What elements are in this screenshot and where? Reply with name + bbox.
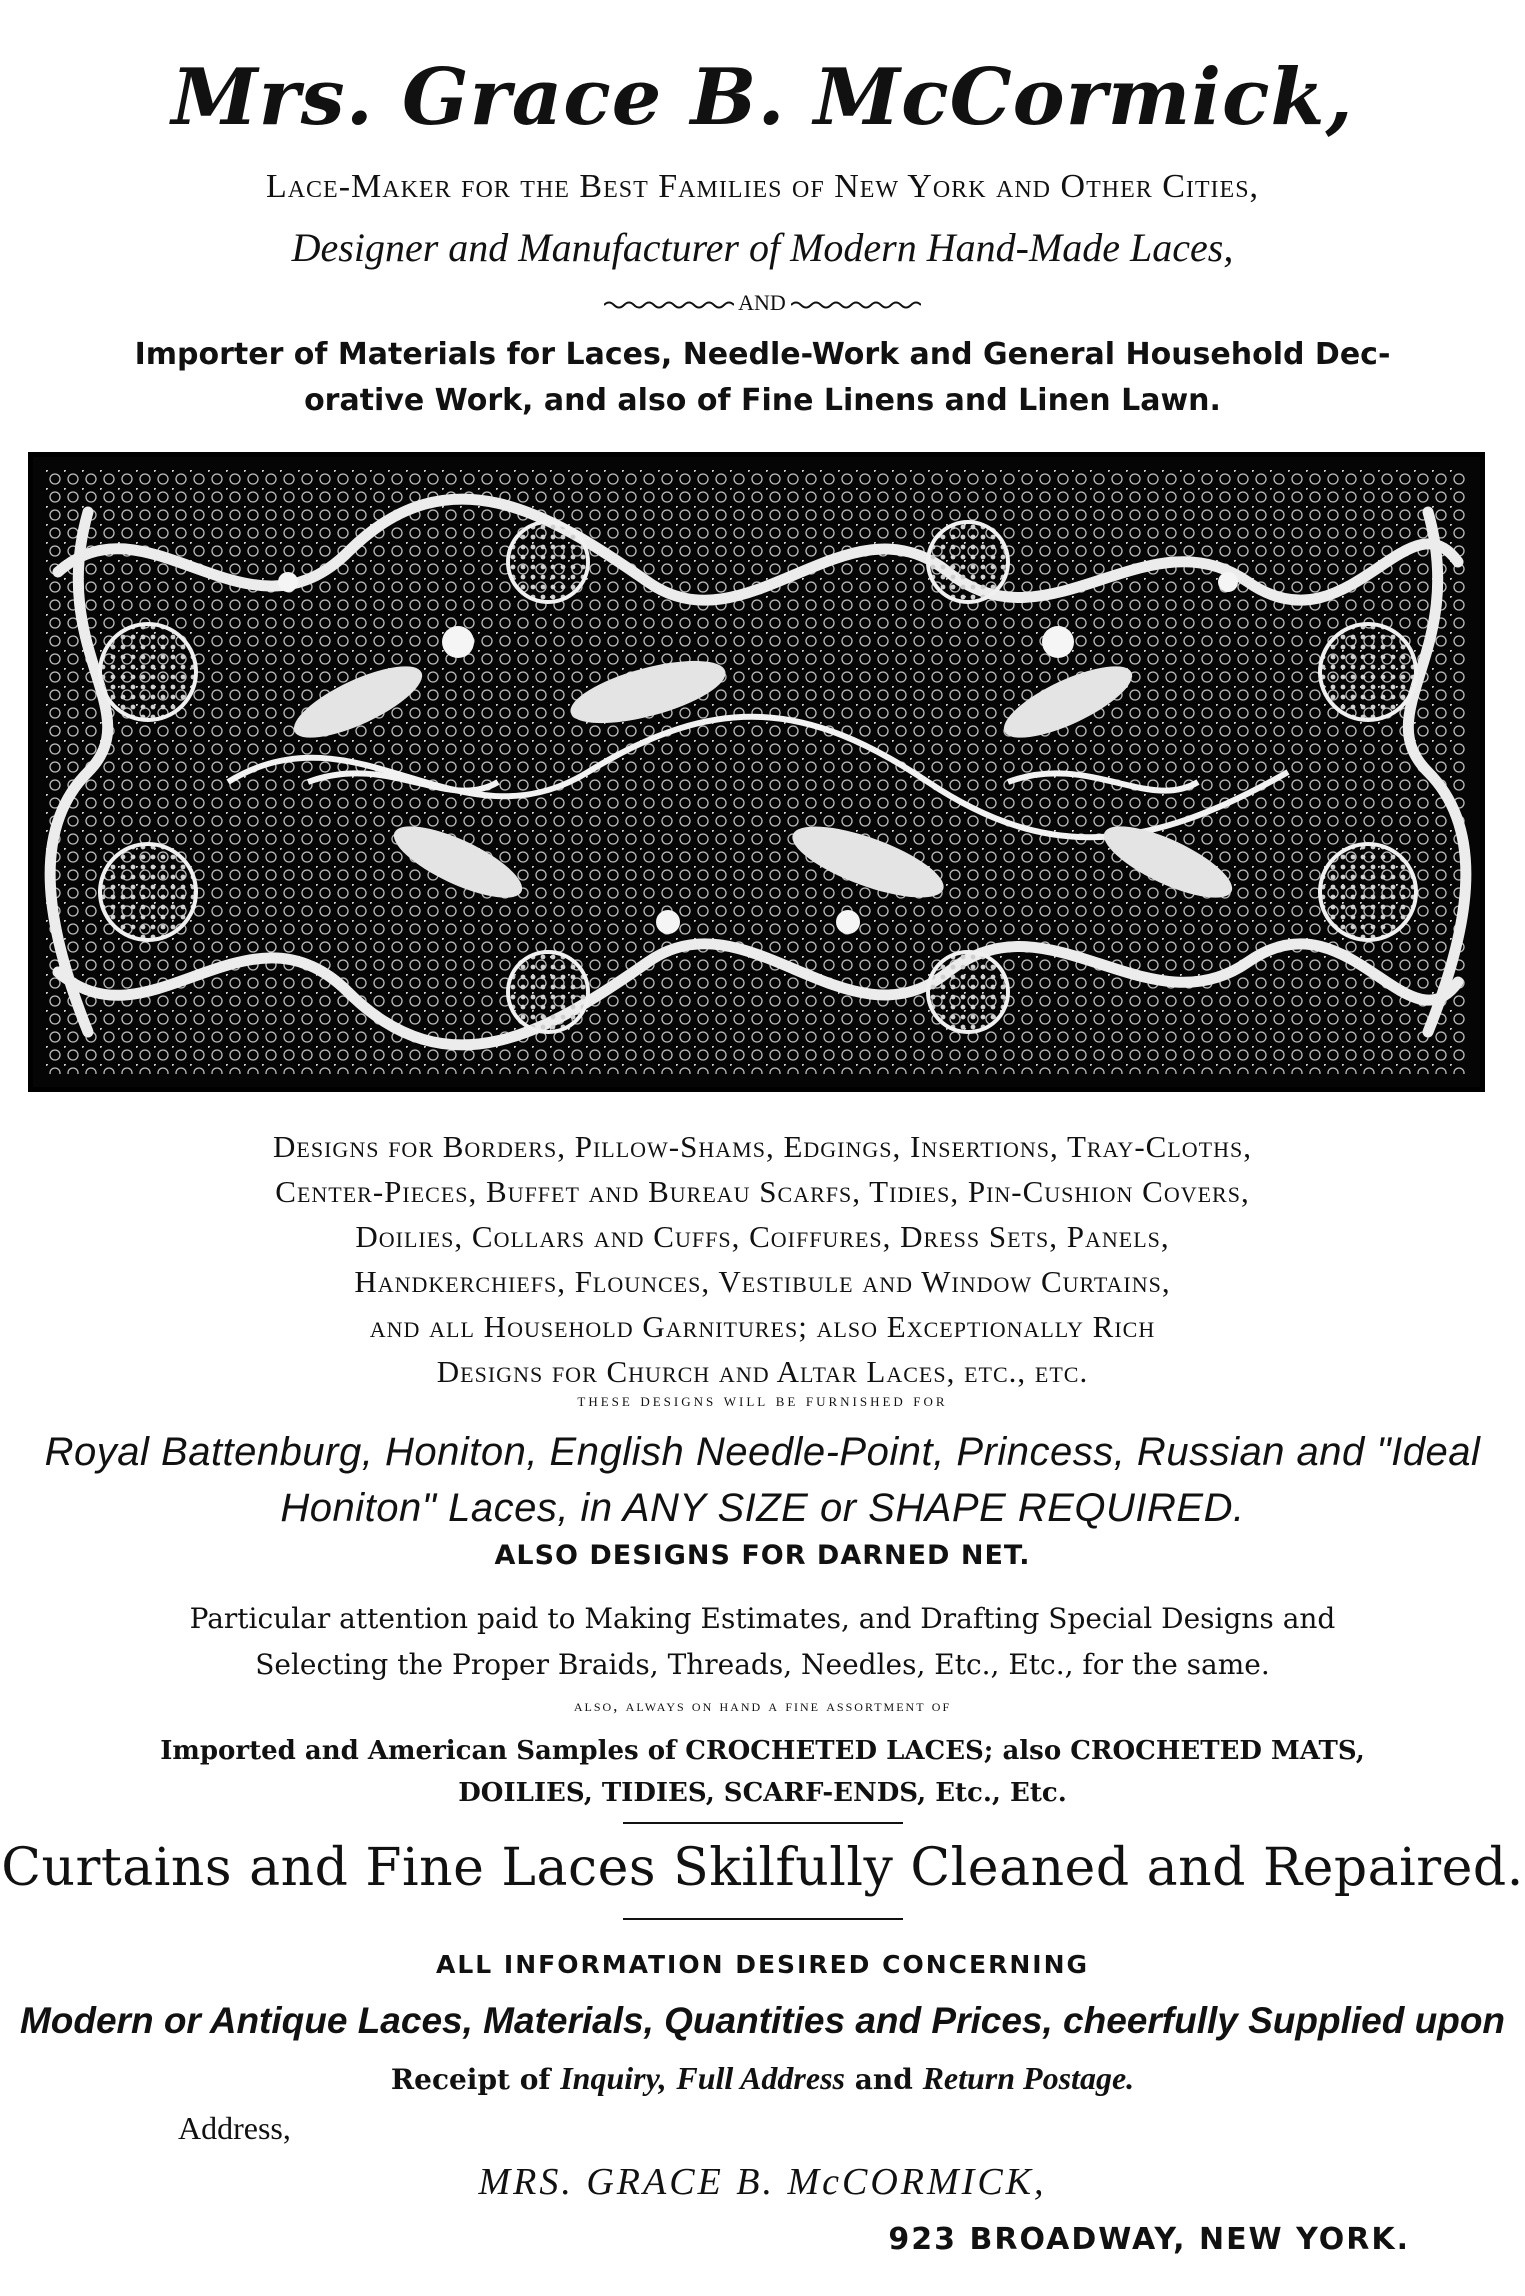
- lace-types: [0, 1424, 1525, 1536]
- designs-line: and all Household Garnitures; also Exceptionally Rich: [369, 1309, 1156, 1344]
- darned-net-line: ALSO DESIGNS FOR DARNED NET.: [494, 1540, 1031, 1571]
- lace-pattern-icon: [28, 452, 1485, 1092]
- info-heading: ALL INFORMATION DESIRED CONCERNING: [435, 1950, 1090, 1979]
- designs-list: [0, 1124, 1525, 1394]
- assortment-note: also, always on hand a fine assortment of: [573, 1696, 952, 1715]
- and-word: AND: [738, 290, 786, 315]
- wave-left-icon: [604, 300, 734, 310]
- receipt-text: Receipt of: [390, 2063, 551, 2096]
- attention-line-1: Particular attention paid to Making Estimates, and Drafting Special Designs and: [189, 1602, 1336, 1635]
- imported-line-2: DOILIES, TIDIES, SCARF-ENDS, Etc., Etc.: [458, 1778, 1067, 1808]
- wave-right-icon: [791, 300, 921, 310]
- attention-text: [0, 1596, 1525, 1688]
- imported-samples: [0, 1730, 1525, 1814]
- receipt-inquiry: Inquiry,: [560, 2060, 667, 2096]
- cleaning-headline: Curtains and Fine Laces Skilfully Cleaned and Repaired.: [1, 1838, 1524, 1898]
- importer-line-1: Importer of Materials for Laces, Needle-Work and General Household Dec-: [134, 337, 1391, 372]
- designs-line: Handkerchiefs, Flounces, Vestibule and Window Curtains,: [354, 1264, 1171, 1299]
- imported-line-1: Imported and American Samples of CROCHETED LACES; also CROCHETED MATS,: [160, 1736, 1365, 1766]
- receipt-and: and: [854, 2063, 913, 2096]
- lace-maker-line: Lace-Maker for the Best Families of New York and Other Cities,: [265, 168, 1260, 205]
- lace-tablecloth-image: [28, 452, 1485, 1092]
- receipt-full-address: Full Address: [676, 2060, 845, 2096]
- designs-line: Center-Pieces, Buffet and Bureau Scarfs, Tidies, Pin-Cushion Covers,: [275, 1174, 1250, 1209]
- and-divider: [0, 290, 1525, 316]
- page-title: Mrs. Grace B. McCormick,: [171, 52, 1354, 143]
- lace-types-line-2: Honiton" Laces, in ANY SIZE or SHAPE REQUIRED.: [280, 1486, 1245, 1530]
- lace-types-line-1: Royal Battenburg, Honiton, English Needle-Point, Princess, Russian and "Ideal: [44, 1430, 1481, 1474]
- receipt-postage: Return Postage.: [922, 2060, 1135, 2096]
- designs-line: Doilies, Collars and Cuffs, Coiffures, Dress Sets, Panels,: [355, 1219, 1170, 1254]
- importer-text: [0, 332, 1525, 424]
- address-name: MRS. GRACE B. McCORMICK,: [478, 2161, 1047, 2203]
- furnished-note: these designs will be furnished for: [577, 1390, 948, 1410]
- address-label: Address,: [178, 2110, 291, 2146]
- divider: [623, 1822, 903, 1824]
- designer-line: Designer and Manufacturer of Modern Hand-Made Laces,: [291, 225, 1234, 270]
- divider: [623, 1918, 903, 1920]
- info-modern-line: Modern or Antique Laces, Materials, Quantities and Prices, cheerfully Supplied upon: [19, 2000, 1506, 2041]
- importer-line-2: orative Work, and also of Fine Linens and Linen Lawn.: [304, 383, 1221, 418]
- address-street: 923 BROADWAY, NEW YORK.: [888, 2222, 1410, 2257]
- attention-line-2: Selecting the Proper Braids, Threads, Needles, Etc., Etc., for the same.: [255, 1648, 1270, 1681]
- info-receipt-line: [0, 2060, 1525, 2097]
- designs-line: Designs for Borders, Pillow-Shams, Edgings, Insertions, Tray-Cloths,: [273, 1129, 1252, 1164]
- designs-line: Designs for Church and Altar Laces, etc., etc.: [436, 1354, 1089, 1389]
